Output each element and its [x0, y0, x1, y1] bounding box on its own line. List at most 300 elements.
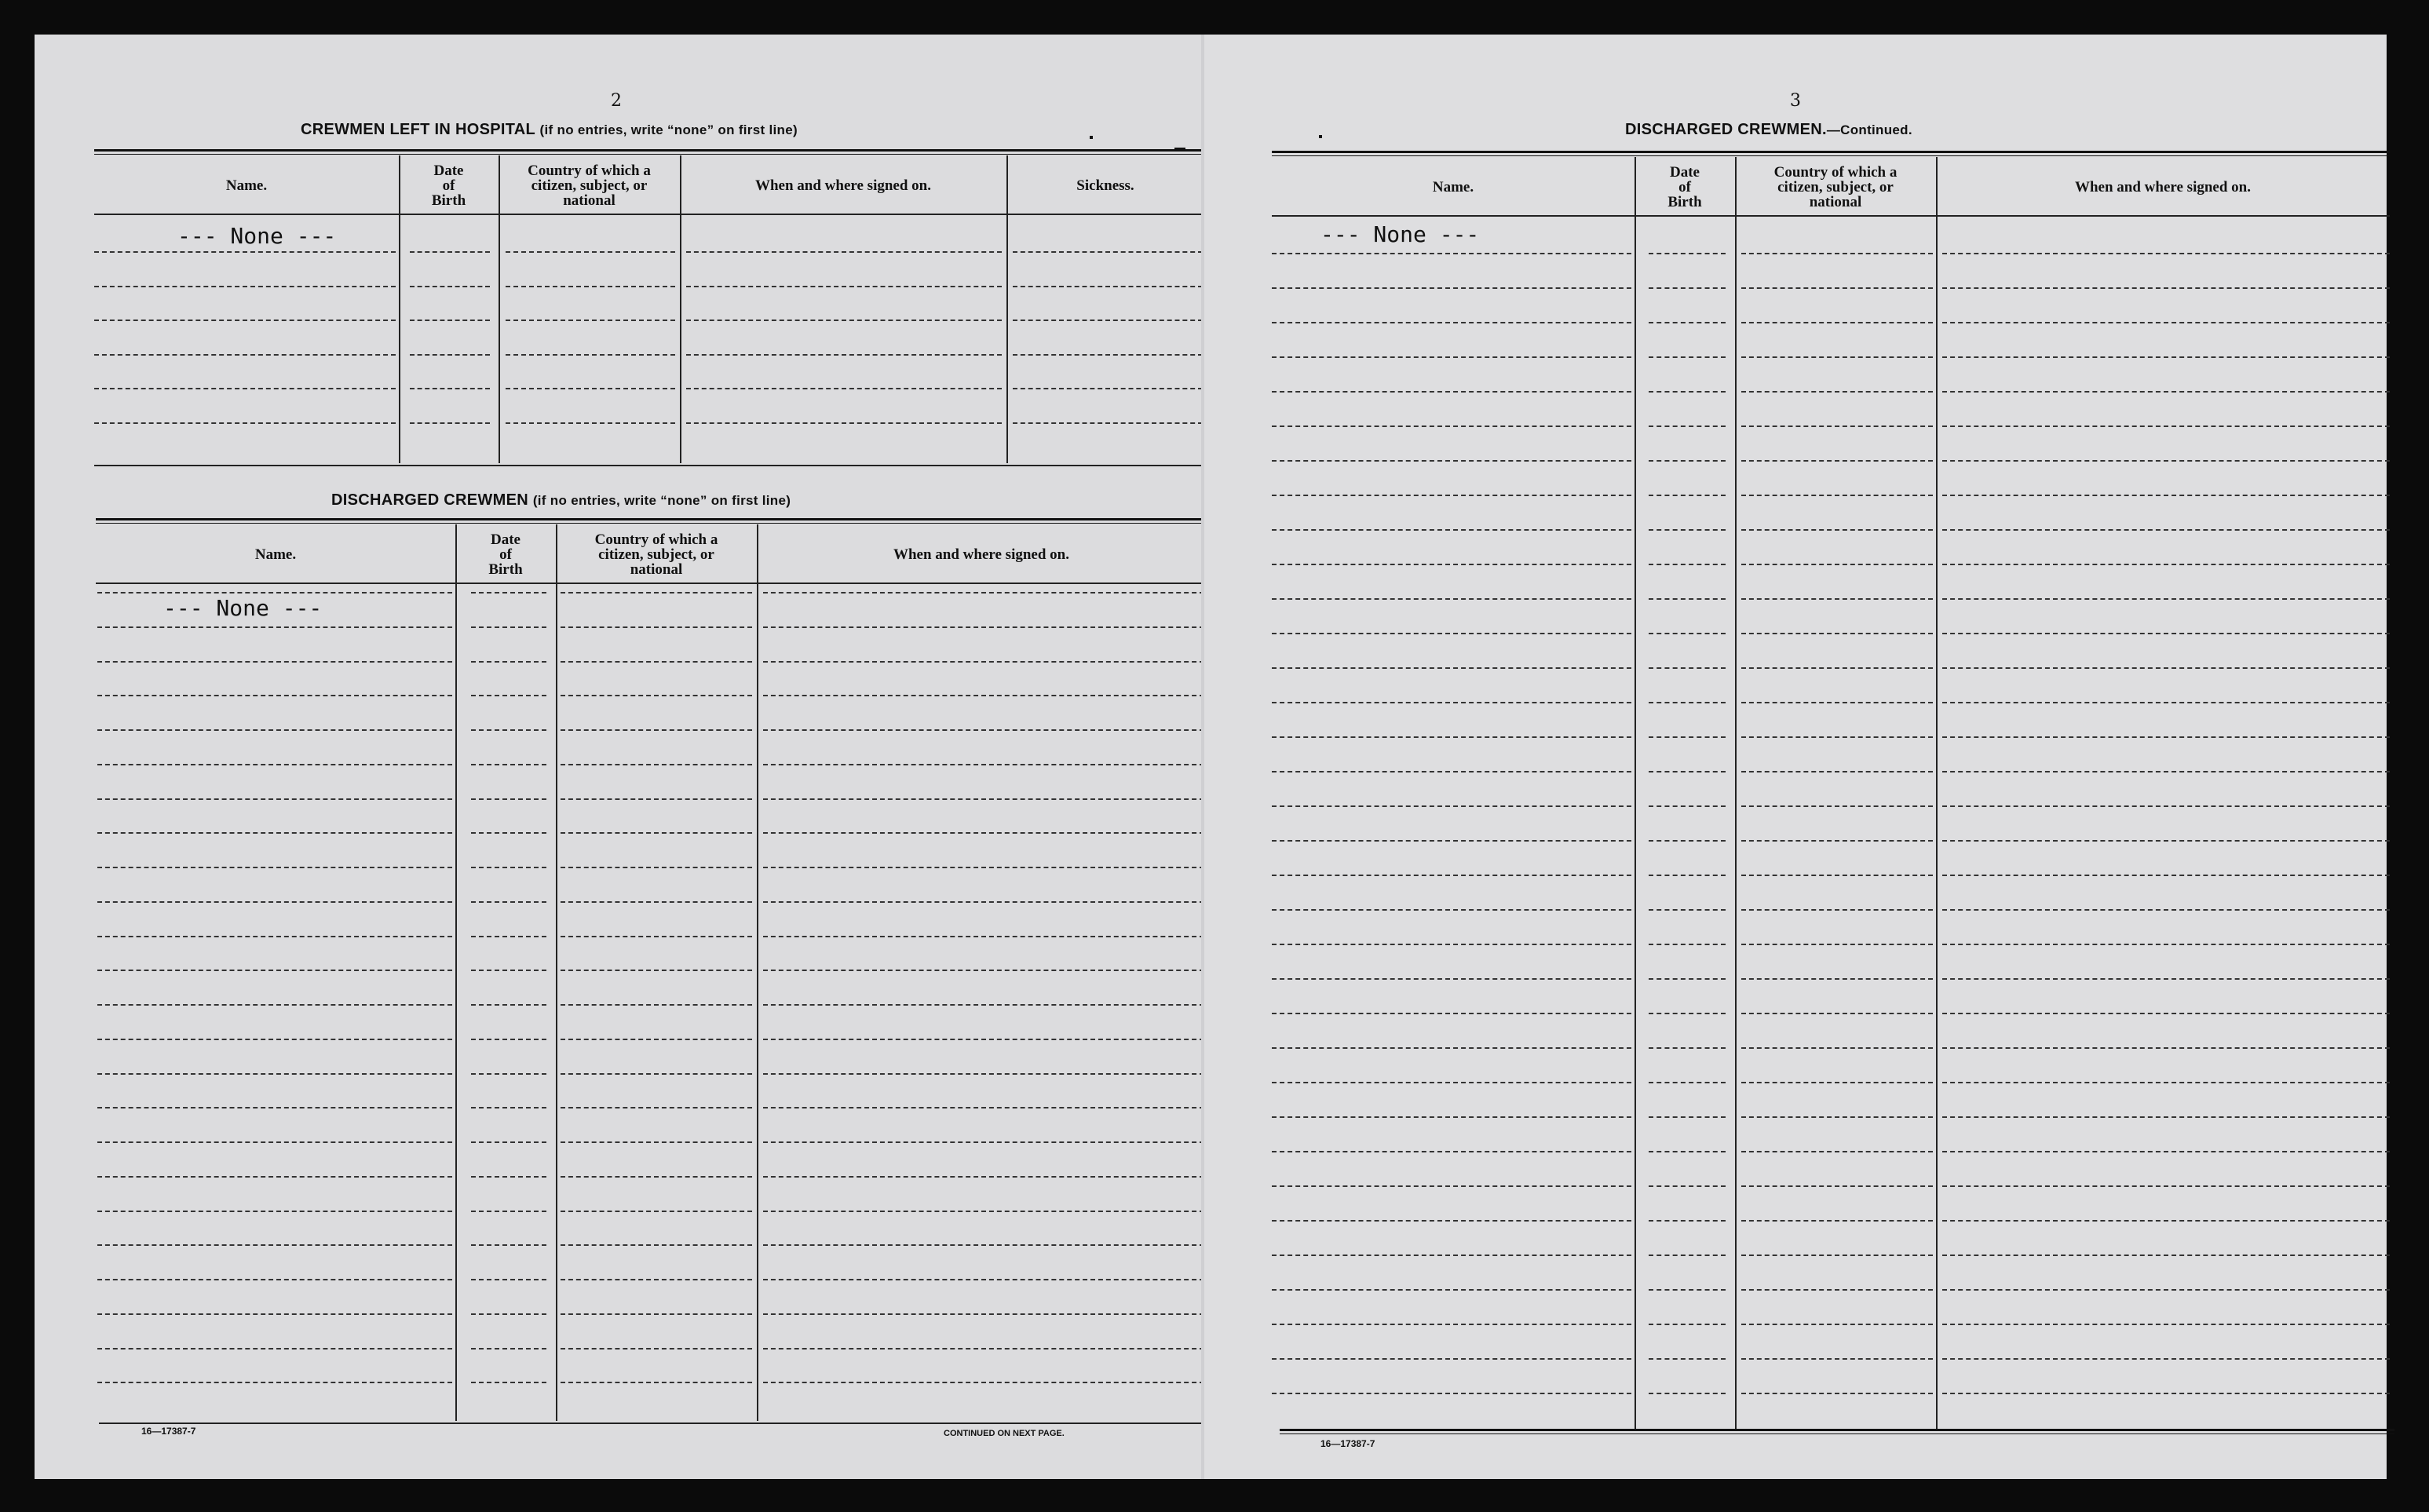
ruled-line — [471, 729, 546, 731]
ruled-line — [410, 388, 490, 389]
ruled-line — [763, 1176, 1204, 1178]
ruled-line — [1272, 1393, 1631, 1394]
ruled-line — [1649, 805, 1726, 807]
ruled-line — [97, 1141, 452, 1143]
ruled-line — [1741, 495, 1933, 496]
ruled-line — [1649, 1185, 1726, 1187]
ruled-line — [561, 970, 752, 971]
discharged-title-text: DISCHARGED CREWMEN — [331, 491, 528, 509]
ruled-line — [1649, 253, 1726, 254]
ruled-line — [506, 422, 675, 424]
ruled-line — [1741, 909, 1933, 911]
ruled-line — [1942, 1358, 2390, 1360]
ruled-line — [1741, 1255, 1933, 1256]
ruled-line — [561, 936, 752, 937]
ruled-line — [94, 354, 396, 356]
ruled-line — [97, 798, 452, 800]
ruled-line — [1013, 251, 1203, 253]
ruled-line — [763, 867, 1204, 868]
header-rule — [96, 583, 1206, 584]
ink-mark — [1174, 148, 1185, 151]
ruled-line — [1272, 702, 1631, 703]
ruled-line — [763, 661, 1204, 663]
ruled-line — [471, 1313, 546, 1315]
ruled-line — [763, 729, 1204, 731]
ruled-line — [1942, 978, 2390, 980]
ruled-line — [1649, 702, 1726, 703]
ruled-line — [1741, 771, 1933, 772]
ruled-line — [94, 286, 396, 287]
ruled-line — [1013, 354, 1203, 356]
ruled-line — [1649, 875, 1726, 876]
ruled-line — [1741, 944, 1933, 945]
ruled-line — [471, 1279, 546, 1280]
ruled-line — [561, 832, 752, 834]
ruled-line — [1741, 1358, 1933, 1360]
ruled-line — [1272, 460, 1631, 462]
ruled-line — [1272, 1185, 1631, 1187]
ruled-line — [1272, 1013, 1631, 1014]
ruled-line — [1942, 425, 2390, 427]
none-entry: --- None --- — [1320, 221, 1480, 247]
ruled-line — [1272, 1255, 1631, 1256]
ruled-line — [471, 1244, 546, 1246]
ruled-line — [763, 1279, 1204, 1280]
ruled-line — [1272, 598, 1631, 600]
ruled-line — [471, 798, 546, 800]
ruled-line — [1272, 529, 1631, 531]
title-suffix: —Continued. — [1826, 122, 1912, 137]
ruled-line — [1942, 598, 2390, 600]
page-title — [1625, 121, 1912, 139]
col-header-name: Name. — [225, 177, 268, 194]
ruled-line — [94, 320, 396, 321]
ruled-line — [1649, 667, 1726, 669]
header-rule — [1272, 215, 2390, 217]
ruled-line — [471, 626, 546, 628]
ruled-line — [1649, 1047, 1726, 1049]
ruled-line — [561, 901, 752, 903]
ruled-line — [1942, 909, 2390, 911]
ruled-line — [1741, 287, 1933, 289]
ruled-line — [97, 729, 452, 731]
ruled-line — [1649, 495, 1726, 496]
ruled-line — [1741, 702, 1933, 703]
ruled-line — [1741, 978, 1933, 980]
ruled-line — [97, 661, 452, 663]
discharged-instruction: (if no entries, write “none” on first line) — [532, 493, 791, 508]
ruled-line — [410, 251, 490, 253]
ruled-line — [1272, 805, 1631, 807]
ruled-line — [1649, 944, 1726, 945]
ruled-line — [1942, 1393, 2390, 1394]
ruled-line — [1649, 1220, 1726, 1222]
ruled-line — [1272, 287, 1631, 289]
ruled-line — [471, 1176, 546, 1178]
ruled-line — [1649, 771, 1726, 772]
ruled-line — [1741, 840, 1933, 842]
ruled-line — [1649, 460, 1726, 462]
col-header-name: Name. — [1432, 178, 1474, 195]
ruled-line — [97, 764, 452, 765]
ruled-line — [763, 695, 1204, 696]
ruled-line — [94, 388, 396, 389]
ruled-line — [506, 354, 675, 356]
ruled-line — [561, 1348, 752, 1349]
ruled-line — [1942, 771, 2390, 772]
none-entry: --- None --- — [163, 595, 323, 621]
ruled-line — [506, 388, 675, 389]
ruled-line — [1942, 667, 2390, 669]
ruled-line — [1649, 840, 1726, 842]
ruled-line — [1942, 1289, 2390, 1291]
ruled-line — [1649, 598, 1726, 600]
ruled-line — [94, 251, 396, 253]
ruled-line — [763, 626, 1204, 628]
ruled-line — [1942, 322, 2390, 323]
ruled-line — [1942, 633, 2390, 634]
ruled-line — [561, 1382, 752, 1383]
ruled-line — [97, 1279, 452, 1280]
ruled-line — [1272, 1358, 1631, 1360]
ruled-line — [1649, 529, 1726, 531]
ruled-line — [1942, 840, 2390, 842]
ruled-line — [763, 1073, 1204, 1075]
ruled-line — [1272, 978, 1631, 980]
ruled-line — [1741, 391, 1933, 393]
col-divider — [757, 524, 758, 1421]
ruled-line — [1649, 391, 1726, 393]
ruled-line — [471, 970, 546, 971]
ruled-line — [561, 1107, 752, 1108]
ruled-line — [1272, 356, 1631, 358]
ruled-line — [1272, 391, 1631, 393]
ruled-line — [686, 251, 1002, 253]
ruled-line — [1272, 1082, 1631, 1083]
ruled-line — [1272, 1151, 1631, 1152]
ruled-line — [1741, 356, 1933, 358]
ruled-line — [1741, 1151, 1933, 1152]
col-header-country: Country of which a citizen, subject, or national — [594, 531, 718, 578]
ruled-line — [1942, 736, 2390, 738]
ruled-line — [1272, 425, 1631, 427]
ruled-line — [561, 1176, 752, 1178]
ruled-line — [1942, 1220, 2390, 1222]
ruled-line — [471, 764, 546, 765]
ruled-line — [1741, 633, 1933, 634]
form-number: 16—17387-7 — [1320, 1438, 1375, 1449]
col-divider — [455, 524, 457, 1421]
table-top-rule — [96, 518, 1206, 524]
ruled-line — [1649, 736, 1726, 738]
ruled-line — [561, 626, 752, 628]
ruled-line — [97, 695, 452, 696]
ruled-line — [1649, 1116, 1726, 1118]
ruled-line — [471, 867, 546, 868]
ruled-line — [1272, 840, 1631, 842]
ruled-line — [97, 1313, 452, 1315]
ruled-line — [97, 1382, 452, 1383]
ruled-line — [1741, 1324, 1933, 1325]
table-bottom-rule — [1280, 1429, 2394, 1434]
col-header-dob: Date of Birth — [488, 531, 523, 578]
table-top-rule — [94, 149, 1204, 155]
ruled-line — [1741, 253, 1933, 254]
ruled-line — [763, 1004, 1204, 1006]
col-header-sickness: Sickness. — [1076, 177, 1134, 194]
ruled-line — [410, 422, 490, 424]
ruled-line — [561, 695, 752, 696]
ruled-line — [1942, 495, 2390, 496]
ruled-line — [1942, 1013, 2390, 1014]
ruled-line — [1649, 978, 1726, 980]
ruled-line — [1649, 356, 1726, 358]
col-header-name: Name. — [254, 546, 297, 563]
ruled-line — [471, 695, 546, 696]
ruled-line — [1649, 287, 1726, 289]
ruled-line — [1649, 1324, 1726, 1325]
ruled-line — [97, 1211, 452, 1212]
ruled-line — [1741, 805, 1933, 807]
hospital-instruction: (if no entries, write “none” on first line) — [539, 122, 798, 137]
ruled-line — [97, 867, 452, 868]
ruled-line — [506, 251, 675, 253]
ruled-line — [506, 286, 675, 287]
ruled-line — [471, 1382, 546, 1383]
ruled-line — [686, 388, 1002, 389]
ruled-line — [686, 422, 1002, 424]
ruled-line — [94, 422, 396, 424]
ruled-line — [561, 729, 752, 731]
none-entry: --- None --- — [177, 223, 337, 249]
ink-dot — [1319, 135, 1322, 138]
ruled-line — [1942, 875, 2390, 876]
ruled-line — [686, 286, 1002, 287]
ruled-line — [1272, 633, 1631, 634]
ruled-line — [1272, 909, 1631, 911]
ruled-line — [1741, 460, 1933, 462]
ruled-line — [561, 1039, 752, 1040]
ruled-line — [561, 798, 752, 800]
ruled-line — [561, 592, 752, 593]
ruled-line — [1741, 1220, 1933, 1222]
table-bottom-rule — [99, 1423, 1207, 1424]
ruled-line — [471, 1141, 546, 1143]
ruled-line — [1649, 1358, 1726, 1360]
ruled-line — [763, 936, 1204, 937]
col-header-signed-on: When and where signed on. — [2074, 178, 2251, 195]
col-header-signed-on: When and where signed on. — [893, 546, 1069, 563]
ruled-line — [1649, 1393, 1726, 1394]
ruled-line — [1942, 287, 2390, 289]
ruled-line — [561, 1004, 752, 1006]
ruled-line — [471, 832, 546, 834]
ruled-line — [1649, 1013, 1726, 1014]
ruled-line — [1272, 1289, 1631, 1291]
ruled-line — [1741, 1047, 1933, 1049]
ruled-line — [506, 320, 675, 321]
ruled-line — [1649, 633, 1726, 634]
ruled-line — [763, 1107, 1204, 1108]
ruled-line — [1741, 1082, 1933, 1083]
ruled-line — [1649, 909, 1726, 911]
ruled-line — [1942, 1082, 2390, 1083]
ruled-line — [561, 1073, 752, 1075]
ruled-line — [410, 286, 490, 287]
page-number: 3 — [1790, 91, 1801, 111]
ruled-line — [561, 1211, 752, 1212]
ruled-line — [561, 867, 752, 868]
ruled-line — [1649, 1255, 1726, 1256]
page-number: 2 — [611, 91, 622, 111]
ruled-line — [97, 1348, 452, 1349]
continued-note: CONTINUED ON NEXT PAGE. — [944, 1429, 1065, 1438]
ruled-line — [1649, 1082, 1726, 1083]
form-number: 16—17387-7 — [141, 1426, 196, 1437]
ruled-line — [763, 1039, 1204, 1040]
ruled-line — [1942, 460, 2390, 462]
ruled-line — [1013, 388, 1203, 389]
table-bottom-rule — [94, 465, 1204, 466]
ruled-line — [97, 936, 452, 937]
ruled-line — [1942, 1047, 2390, 1049]
ruled-line — [763, 764, 1204, 765]
ruled-line — [1942, 805, 2390, 807]
ruled-line — [1649, 322, 1726, 323]
ruled-line — [686, 354, 1002, 356]
col-divider — [1936, 157, 1938, 1429]
ruled-line — [471, 1211, 546, 1212]
ruled-line — [561, 1279, 752, 1280]
ruled-line — [1272, 771, 1631, 772]
ruled-line — [1272, 736, 1631, 738]
col-header-dob: Date of Birth — [1667, 163, 1702, 210]
ruled-line — [1272, 253, 1631, 254]
ruled-line — [97, 970, 452, 971]
ruled-line — [1272, 875, 1631, 876]
ruled-line — [763, 798, 1204, 800]
ruled-line — [561, 1313, 752, 1315]
ruled-line — [1942, 253, 2390, 254]
ruled-line — [97, 1244, 452, 1246]
ruled-line — [410, 354, 490, 356]
ruled-line — [1741, 1116, 1933, 1118]
table-top-rule — [1272, 151, 2390, 156]
ruled-line — [1942, 1255, 2390, 1256]
right-page — [1204, 35, 2387, 1479]
ruled-line — [561, 661, 752, 663]
ruled-line — [410, 320, 490, 321]
ruled-line — [471, 936, 546, 937]
ruled-line — [1741, 667, 1933, 669]
ruled-line — [763, 592, 1204, 593]
ruled-line — [1741, 322, 1933, 323]
col-header-country: Country of which a citizen, subject, or national — [1773, 163, 1898, 210]
ruled-line — [1013, 422, 1203, 424]
ruled-line — [1649, 564, 1726, 565]
discharged-section-title — [331, 491, 791, 509]
col-header-dob: Date of Birth — [431, 162, 466, 209]
ruled-line — [1649, 1289, 1726, 1291]
hospital-section-title — [301, 121, 798, 139]
ruled-line — [1741, 736, 1933, 738]
ruled-line — [97, 1004, 452, 1006]
ruled-line — [561, 764, 752, 765]
ruled-line — [97, 1073, 452, 1075]
col-divider — [556, 524, 557, 1421]
col-header-country: Country of which a citizen, subject, or national — [528, 162, 651, 209]
ruled-line — [1942, 1151, 2390, 1152]
ruled-line — [1942, 356, 2390, 358]
ruled-line — [763, 970, 1204, 971]
ruled-line — [1942, 1116, 2390, 1118]
title-text: DISCHARGED CREWMEN. — [1625, 121, 1827, 138]
left-page — [35, 35, 1204, 1479]
ruled-line — [1741, 564, 1933, 565]
ruled-line — [1741, 1013, 1933, 1014]
col-header-signed-on: When and where signed on. — [754, 177, 931, 194]
ruled-line — [97, 592, 452, 593]
ruled-line — [1741, 425, 1933, 427]
hospital-title-text: CREWMEN LEFT IN HOSPITAL — [301, 121, 535, 138]
ruled-line — [561, 1141, 752, 1143]
ruled-line — [471, 1004, 546, 1006]
ruled-line — [763, 1313, 1204, 1315]
ruled-line — [471, 661, 546, 663]
ruled-line — [561, 1244, 752, 1246]
ruled-line — [1741, 529, 1933, 531]
ruled-line — [763, 1141, 1204, 1143]
ruled-line — [97, 626, 452, 628]
ruled-line — [1272, 1047, 1631, 1049]
ruled-line — [1741, 875, 1933, 876]
ruled-line — [471, 1107, 546, 1108]
ruled-line — [763, 1348, 1204, 1349]
header-rule — [94, 214, 1204, 215]
ruled-line — [1272, 564, 1631, 565]
ruled-line — [471, 1348, 546, 1349]
ruled-line — [97, 832, 452, 834]
ruled-line — [1272, 1116, 1631, 1118]
ruled-line — [1649, 425, 1726, 427]
col-divider — [1635, 157, 1636, 1429]
ruled-line — [97, 1176, 452, 1178]
ruled-line — [471, 1039, 546, 1040]
ruled-line — [1272, 1220, 1631, 1222]
ruled-line — [1942, 702, 2390, 703]
ruled-line — [1272, 322, 1631, 323]
ruled-line — [97, 1039, 452, 1040]
ruled-line — [97, 901, 452, 903]
ink-dot — [1090, 136, 1093, 139]
col-divider — [1735, 157, 1737, 1429]
ruled-line — [1741, 598, 1933, 600]
ruled-line — [1272, 1324, 1631, 1325]
ruled-line — [471, 1073, 546, 1075]
ruled-line — [471, 901, 546, 903]
ruled-line — [1741, 1393, 1933, 1394]
ruled-line — [1942, 1185, 2390, 1187]
ruled-line — [1013, 286, 1203, 287]
ruled-line — [471, 592, 546, 593]
ruled-line — [1272, 495, 1631, 496]
ruled-line — [97, 1107, 452, 1108]
ruled-line — [763, 901, 1204, 903]
ruled-line — [1272, 944, 1631, 945]
ruled-line — [1942, 391, 2390, 393]
ruled-line — [1741, 1289, 1933, 1291]
ruled-line — [763, 832, 1204, 834]
